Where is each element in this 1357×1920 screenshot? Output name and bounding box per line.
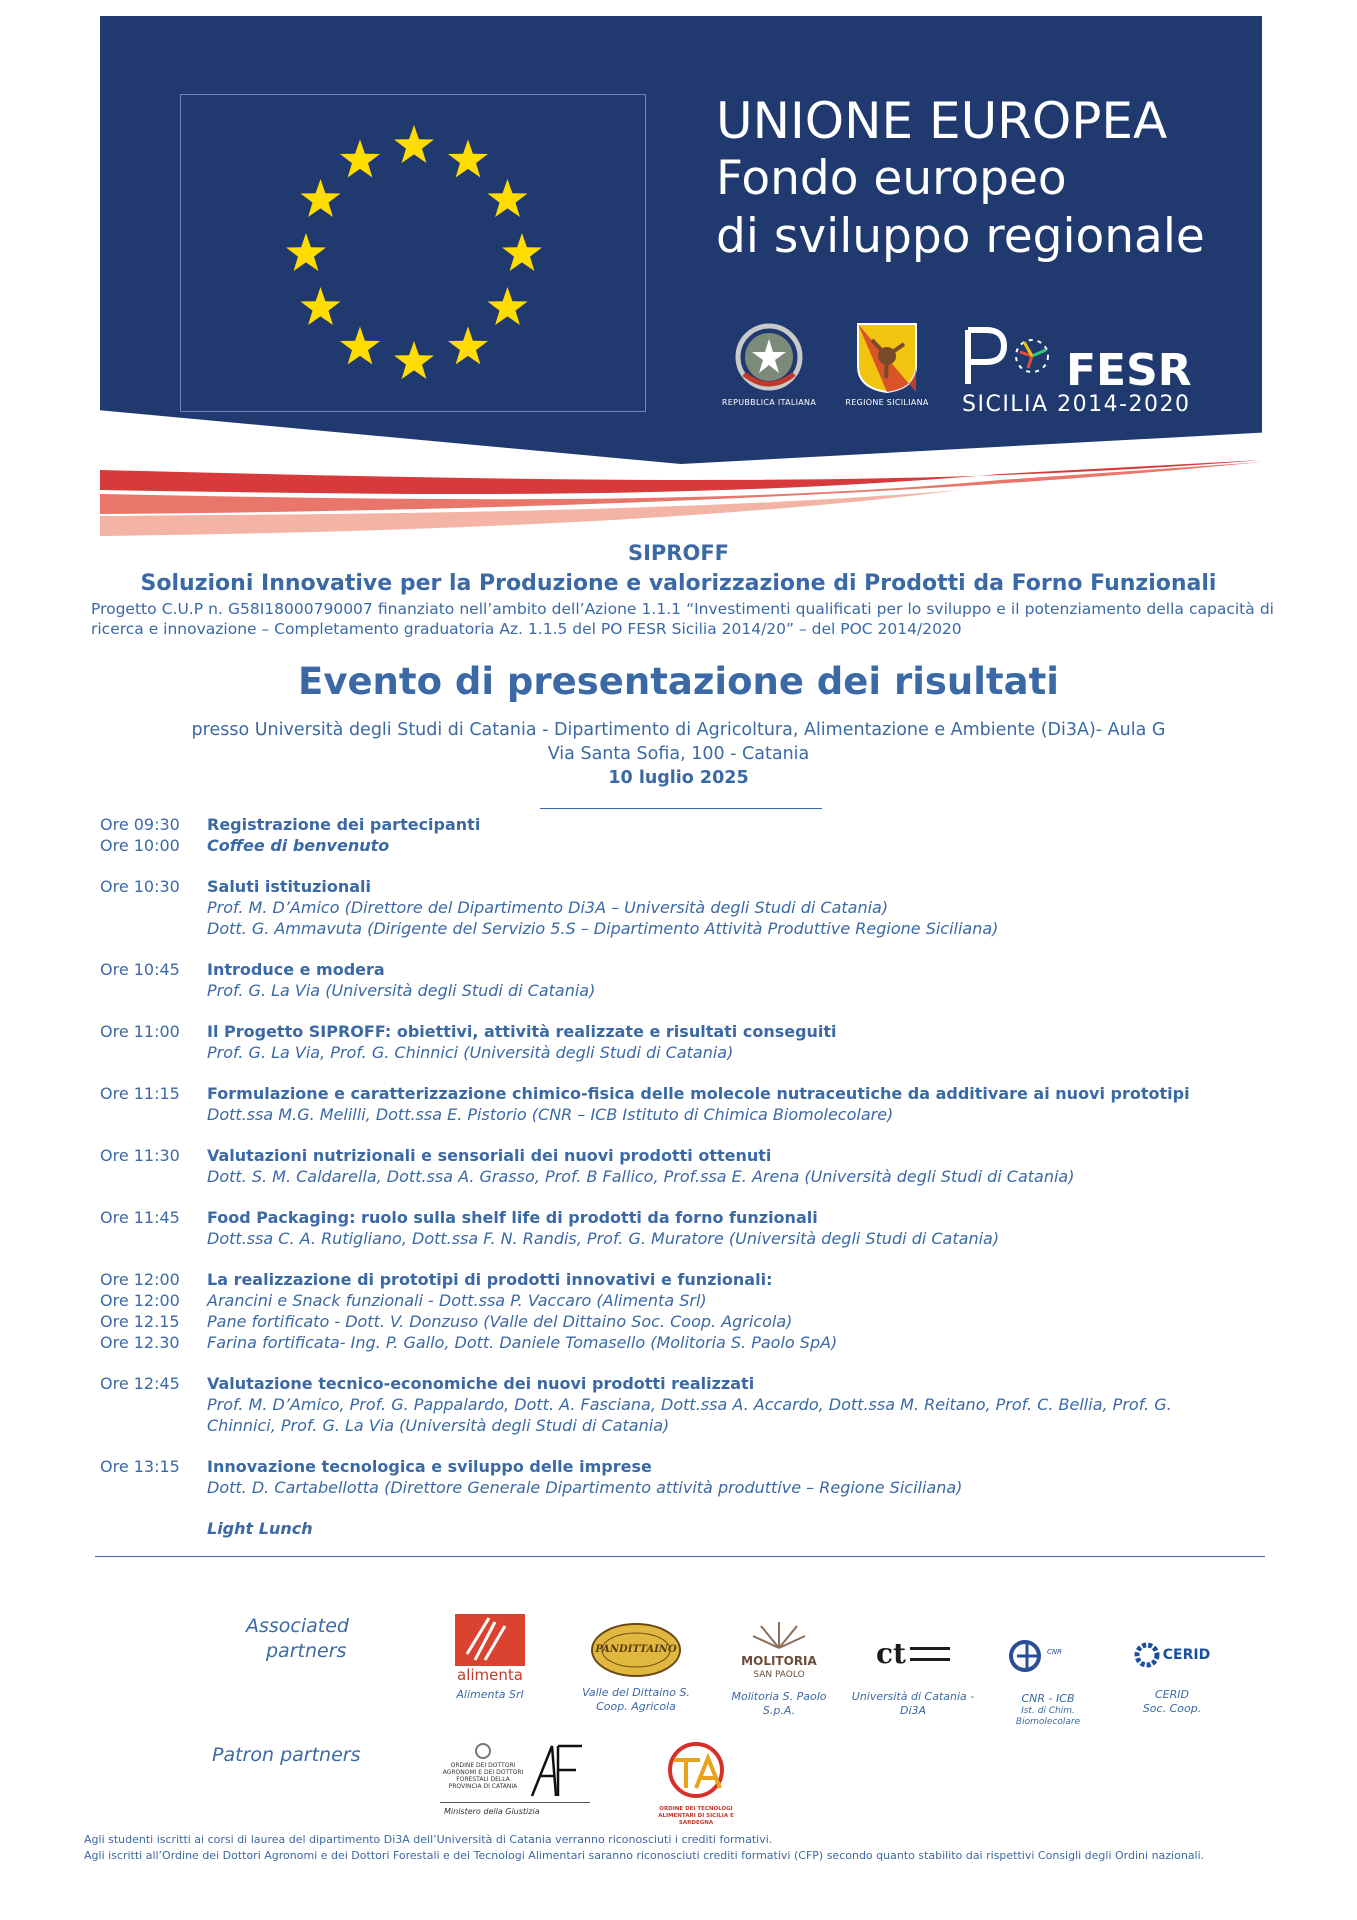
partner-caption: Di3A xyxy=(899,1704,927,1717)
agenda-slot xyxy=(100,1456,1270,1498)
repubblica-label: REPUBBLICA ITALIANA xyxy=(721,398,817,407)
agenda-speakers: Dott. G. Ammavuta (Dirigente del Servizio 5.S – Dipartimento Attività Produttive Regione Siciliana) xyxy=(207,919,999,938)
partner-caption: Valle del Dittaino S. xyxy=(582,1686,690,1699)
partner-cerid xyxy=(1118,1640,1226,1716)
agenda-time xyxy=(100,897,207,918)
agenda-title: Valutazione tecnico-economiche dei nuovi prodotti realizzati xyxy=(207,1374,755,1393)
agenda-time xyxy=(100,1042,207,1063)
agenda xyxy=(100,814,1270,1539)
agenda-title: Innovazione tecnologica e sviluppo delle imprese xyxy=(207,1457,652,1476)
ct-wordmark: ct xyxy=(876,1637,906,1670)
partner-caption: Alimenta Srl xyxy=(456,1688,524,1701)
agenda-speakers: Dott. S. M. Caldarella, Dott.ssa A. Grasso, Prof. B Fallico, Prof.ssa E. Arena (Università degli Studi di Catania) xyxy=(207,1167,1075,1186)
eu-title-line3: di sviluppo regionale xyxy=(716,209,1205,264)
agenda-time xyxy=(100,1104,207,1125)
partner-caption: Soc. Coop. xyxy=(1142,1702,1202,1715)
fesr-sublabel: SICILIA 2014-2020 xyxy=(962,392,1191,417)
po-icon xyxy=(962,322,1062,392)
cerid-gear-icon xyxy=(1134,1642,1160,1668)
trinacria-shield-icon xyxy=(856,322,918,394)
agenda-title: Light Lunch xyxy=(207,1519,313,1538)
patron-ordine-agronomi xyxy=(440,1742,608,1819)
agenda-speakers: Dott. D. Cartabellotta (Direttore Generale Dipartimento attività produttive – Regione Siciliana) xyxy=(207,1478,963,1497)
agenda-time xyxy=(100,1166,207,1187)
event-venue xyxy=(0,718,1357,790)
agenda-row xyxy=(100,918,1270,939)
agenda-slot xyxy=(100,1021,1270,1063)
agenda-slot xyxy=(100,1207,1270,1249)
agenda-speakers: Prof. M. D’Amico, Prof. G. Pappalardo, Dott. A. Fasciana, Dott.ssa A. Accardo, Dott.ssa M. Reitano, Prof. C. Bellia, Prof. G. xyxy=(207,1395,1172,1414)
agenda-time: Ore 13:15 xyxy=(100,1457,180,1476)
patron-tecnologi-alimentari xyxy=(642,1740,750,1827)
agenda-time xyxy=(100,1394,207,1415)
agenda-row xyxy=(100,1332,1270,1353)
agenda-title: La realizzazione di prototipi di prodotti innovativi e funzionali: xyxy=(207,1270,773,1289)
associated-label-line2: partners xyxy=(266,1640,347,1662)
agenda-row xyxy=(100,897,1270,918)
partner-caption: CERID xyxy=(1155,1688,1189,1701)
af-monogram-icon xyxy=(526,1742,586,1798)
partner-caption: Ist. di Chim. xyxy=(1021,1706,1075,1716)
agenda-row xyxy=(100,814,1270,835)
wheat-icon xyxy=(455,1614,525,1666)
agenda-row xyxy=(100,1415,1270,1436)
agenda-speakers: Prof. G. La Via, Prof. G. Chinnici (Università degli Studi di Catania) xyxy=(207,1043,734,1062)
associated-label-line1: Associated xyxy=(246,1615,349,1637)
agenda-time xyxy=(100,918,207,939)
agenda-title: Introduce e modera xyxy=(207,960,385,979)
alimenta-wordmark: alimenta xyxy=(457,1666,523,1684)
eu-title-line2: Fondo europeo xyxy=(716,151,1067,206)
agenda-row xyxy=(100,1166,1270,1187)
emblem-icon xyxy=(734,322,804,392)
agenda-time xyxy=(100,980,207,1001)
emblem-icon xyxy=(475,1742,491,1760)
associated-partners-label xyxy=(246,1614,349,1664)
po-fesr-logo xyxy=(962,322,1062,396)
partner-alimenta xyxy=(446,1614,534,1702)
agenda-slot xyxy=(100,814,1270,856)
agenda-row xyxy=(100,1104,1270,1125)
agenda-row xyxy=(100,876,1270,897)
regione-logo xyxy=(832,322,942,407)
agenda-time: Ore 12.30 xyxy=(100,1333,180,1352)
agenda-time: Ore 12.15 xyxy=(100,1312,180,1331)
molitoria-wordmark-sub: SAN PAOLO xyxy=(753,1670,805,1680)
agenda-row xyxy=(100,1394,1270,1415)
agenda-time xyxy=(100,1415,207,1436)
event-title: Evento di presentazione dei risultati xyxy=(298,660,1059,703)
agenda-row xyxy=(100,1518,1270,1539)
agenda-time: Ore 11:15 xyxy=(100,1084,180,1103)
agenda-row xyxy=(100,1290,1270,1311)
agenda-row xyxy=(100,959,1270,980)
agenda-title: Saluti istituzionali xyxy=(207,877,372,896)
agenda-speakers: Farina fortificata- Ing. P. Gallo, Dott. Daniele Tomasello (Molitoria S. Paolo SpA) xyxy=(207,1333,838,1352)
cerid-wordmark: CERID xyxy=(1162,1647,1211,1663)
agenda-title: Registrazione dei partecipanti xyxy=(207,815,481,834)
partner-caption: Coop. Agricola xyxy=(596,1700,676,1713)
cerid-logo xyxy=(1118,1640,1226,1670)
ministero-label: Ministero della Giustizia xyxy=(444,1807,540,1816)
agenda-row xyxy=(100,1456,1270,1477)
footnote-line1: Agli studenti iscritti ai corsi di laurea del dipartimento Di3A dell’Università di Catania verranno riconosciuti i crediti formativi. xyxy=(84,1833,773,1846)
agenda-time: Ore 11:45 xyxy=(100,1208,180,1227)
venue-line2: Via Santa Sofia, 100 - Catania xyxy=(547,744,810,764)
agenda-slot xyxy=(100,1518,1270,1539)
sun-rays-icon xyxy=(749,1616,809,1650)
cnr-wordmark: CNR xyxy=(1047,1648,1062,1656)
agenda-time: Ore 10:45 xyxy=(100,960,180,979)
repubblica-logo xyxy=(714,322,824,407)
partner-caption: Biomolecolare xyxy=(1015,1717,1081,1727)
agenda-row xyxy=(100,1373,1270,1394)
agenda-time: Ore 12:45 xyxy=(100,1374,180,1393)
agenda-time: Ore 11:00 xyxy=(100,1022,180,1041)
agenda-row xyxy=(100,1477,1270,1498)
partner-pandittaino xyxy=(576,1620,696,1714)
agenda-speakers: Chinnici, Prof. G. La Via (Università degli Studi di Catania) xyxy=(207,1416,670,1435)
partner-caption: S.p.A. xyxy=(762,1704,796,1717)
project-acronym: SIPROFF xyxy=(627,541,730,565)
molitoria-wordmark: MOLITORIA xyxy=(741,1654,817,1668)
unict-logo xyxy=(850,1636,976,1672)
partner-molitoria xyxy=(724,1616,834,1718)
agenda-time: Ore 12:00 xyxy=(100,1270,180,1289)
agenda-row xyxy=(100,980,1270,1001)
fesr-label: FESR xyxy=(1066,345,1192,396)
agenda-time: Ore 12:00 xyxy=(100,1291,180,1310)
eu-title xyxy=(716,92,1205,266)
event-date: 10 luglio 2025 xyxy=(608,768,749,788)
cnr-icb-icon xyxy=(1003,1636,1093,1676)
agenda-row xyxy=(100,1145,1270,1166)
agenda-row xyxy=(100,1021,1270,1042)
agenda-slot xyxy=(100,876,1270,939)
ta-logo-icon xyxy=(656,1740,736,1802)
agenda-slot xyxy=(100,959,1270,1001)
divider xyxy=(95,1556,1265,1557)
agenda-time: Ore 10:00 xyxy=(100,836,180,855)
patron-partners-label: Patron partners xyxy=(212,1744,361,1766)
agenda-time: Ore 11:30 xyxy=(100,1146,180,1165)
pandittaino-badge-icon xyxy=(588,1620,684,1682)
agenda-speakers: Pane fortificato - Dott. V. Donzuso (Valle del Dittaino Soc. Coop. Agricola) xyxy=(207,1312,793,1331)
agenda-row xyxy=(100,1311,1270,1332)
agenda-slot xyxy=(100,1145,1270,1187)
agenda-time xyxy=(100,1477,207,1498)
pandittaino-wordmark: PANDITTAINO xyxy=(595,1644,677,1655)
partner-caption: Università di Catania - xyxy=(851,1690,975,1703)
agenda-speakers: Arancini e Snack funzionali - Dott.ssa P. Vaccaro (Alimenta Srl) xyxy=(207,1291,707,1310)
divider xyxy=(540,808,822,809)
agenda-speakers: Prof. G. La Via (Università degli Studi di Catania) xyxy=(207,981,596,1000)
project-funding: Progetto C.U.P n. G58I18000790007 finanziato nell’ambito dell’Azione 1.1.1 “Investimenti qualificati per lo sviluppo e il potenziamento della capacità di ricerca e innovazione – Completamento graduatoria Az. 1.1.5 del PO FESR Sicilia 2014/20” – del POC 2014/2020 xyxy=(91,600,1274,638)
partner-cnr-icb xyxy=(996,1636,1100,1728)
agenda-row xyxy=(100,1207,1270,1228)
agenda-row xyxy=(100,1083,1270,1104)
venue-line1: presso Università degli Studi di Catania - Dipartimento di Agricoltura, Alimentazione e Ambiente (Di3A)- Aula G xyxy=(191,720,1166,740)
regione-label: REGIONE SICILIANA xyxy=(845,398,929,407)
ta-text: ORDINE DEI TECNOLOGI ALIMENTARI DI SICILIA E SARDEGNA xyxy=(658,1806,734,1826)
agenda-time xyxy=(100,1228,207,1249)
agenda-speakers: Dott.ssa C. A. Rutigliano, Dott.ssa F. N. Randis, Prof. G. Muratore (Università degli Studi di Catania) xyxy=(207,1229,1000,1248)
agenda-time: Ore 09:30 xyxy=(100,815,180,834)
banner-waves xyxy=(100,460,1262,536)
agenda-title: Valutazioni nutrizionali e sensoriali dei nuovi prodotti ottenuti xyxy=(207,1146,772,1165)
agenda-row xyxy=(100,1228,1270,1249)
agenda-row xyxy=(100,1042,1270,1063)
partner-caption: CNR - ICB xyxy=(1021,1692,1075,1705)
agenda-time: Ore 10:30 xyxy=(100,877,180,896)
agenda-slot xyxy=(100,1083,1270,1125)
agenda-title: Food Packaging: ruolo sulla shelf life di prodotti da forno funzionali xyxy=(207,1208,818,1227)
partner-unict-di3a xyxy=(850,1636,976,1718)
agenda-slot xyxy=(100,1269,1270,1353)
agenda-row xyxy=(100,835,1270,856)
eu-flag xyxy=(180,94,646,412)
agenda-row xyxy=(100,1269,1270,1290)
agenda-slot xyxy=(100,1373,1270,1436)
project-subtitle: Soluzioni Innovative per la Produzione e valorizzazione di Prodotti da Forno Funzionali xyxy=(140,571,1217,596)
partner-caption: Molitoria S. Paolo xyxy=(731,1690,827,1703)
agenda-title: Il Progetto SIPROFF: obiettivi, attività realizzate e risultati conseguiti xyxy=(207,1022,837,1041)
footnotes xyxy=(84,1832,1284,1864)
ordine-agronomi-text: ORDINE DEI DOTTORI AGRONOMI E DEI DOTTORI FORESTALI DELLA PROVINCIA DI CATANIA xyxy=(442,1762,524,1790)
agenda-speakers: Prof. M. D’Amico (Direttore del Dipartimento Di3A – Università degli Studi di Catania) xyxy=(207,898,889,917)
agenda-title: Formulazione e caratterizzazione chimico-fisica delle molecole nutraceutiche da additivare ai nuovi prototipi xyxy=(207,1084,1190,1103)
agenda-speakers: Dott.ssa M.G. Melilli, Dott.ssa E. Pistorio (CNR – ICB Istituto di Chimica Biomolecolare) xyxy=(207,1105,894,1124)
eu-stars-icon xyxy=(181,95,647,413)
agenda-title: Coffee di benvenuto xyxy=(207,836,390,855)
agenda-time xyxy=(100,1518,207,1539)
footnote-line2: Agli iscritti all’Ordine dei Dottori Agronomi e dei Dottori Forestali e dei Tecnologi Alimentari saranno riconosciuti crediti formativi (CFP) secondo quanto stabilito dai rispettivi Consigli degli Ordini nazionali. xyxy=(84,1849,1205,1862)
eu-title-line1: UNIONE EUROPEA xyxy=(716,92,1168,150)
